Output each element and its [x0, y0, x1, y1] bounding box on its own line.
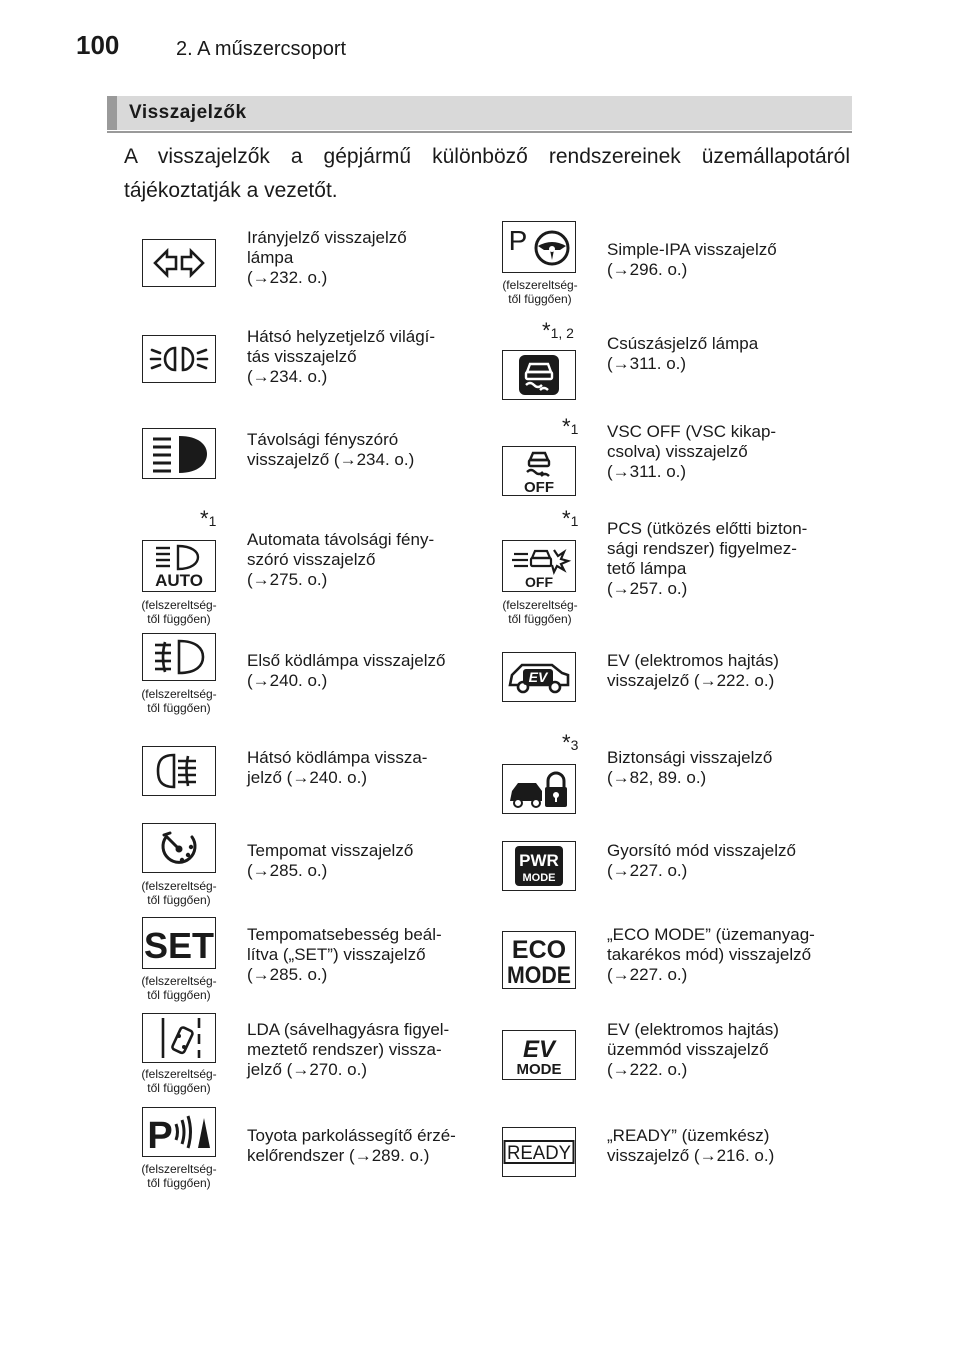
- svg-text:MODE: MODE: [507, 962, 571, 987]
- section-header: [107, 96, 852, 130]
- svg-text:AUTO: AUTO: [155, 571, 203, 589]
- svg-text:EV: EV: [522, 1036, 556, 1063]
- turn-signal-description: Irányjelző visszajelző lámpa (→232. o.): [247, 228, 407, 287]
- vsc-off-icon: [502, 446, 576, 496]
- slip-description: Csúszásjelző lámpa (→311. o.): [607, 334, 759, 373]
- rear-fog-icon: [142, 746, 216, 796]
- auto-high-beam-icon: [142, 540, 216, 592]
- set-text: SET: [144, 925, 214, 966]
- slip-icon: [502, 350, 576, 400]
- front-fog-icon: [142, 633, 216, 681]
- availability-caption: (felszereltség- től függően): [141, 687, 217, 715]
- eco-mode-description: „ECO MODE” (üzemanyag- takarékos mód) visszajelző (→227. o.): [607, 925, 815, 984]
- eco-mode-icon: [502, 931, 576, 989]
- svg-text:OFF: OFF: [524, 479, 554, 494]
- security-icon: [502, 764, 576, 814]
- cruise-control-icon: [142, 823, 216, 873]
- pwr-mode-description: Gyorsító mód visszajelző (→227. o.): [607, 841, 796, 880]
- svg-text:P: P: [147, 1115, 173, 1154]
- footnote-marker: *3: [562, 730, 579, 755]
- svg-text:PWR: PWR: [519, 851, 559, 870]
- high-beam-description: Távolsági fényszóró visszajelző (→234. o.): [247, 430, 415, 469]
- svg-text:ECO: ECO: [511, 936, 567, 964]
- svg-text:READY: READY: [507, 1143, 572, 1164]
- availability-caption: (felszereltség- től függően): [141, 1067, 217, 1095]
- chapter-title: 2. A műszercsoport: [176, 38, 347, 60]
- parking-sensor-icon: [142, 1107, 216, 1157]
- simple-ipa-description: Simple-IPA visszajelző (→296. o.): [607, 240, 777, 279]
- ready-description: „READY” (üzemkész) visszajelző (→216. o.): [607, 1126, 775, 1165]
- lda-description: LDA (sávelhagyásra figyel- meztető rendszer) vissza- jelző (→270. o.): [247, 1020, 450, 1079]
- availability-caption: (felszereltség- től függően): [141, 879, 217, 907]
- pwr-mode-icon: [502, 841, 576, 891]
- page-number: 100: [76, 30, 120, 60]
- set-description: Tempomatsebesség beál- lítva („SET”) visszajelző (→285. o.): [247, 925, 442, 984]
- security-description: Biztonsági visszajelző (→82, 89. o.): [607, 748, 773, 787]
- tail-light-icon: [142, 335, 216, 383]
- pcs-icon: [502, 540, 576, 592]
- footnote-marker: *1: [200, 506, 217, 531]
- intro-paragraph: A visszajelzők a gépjármű különböző rendszereinek üzemállapotáról tájékoztatják a vezetőt.: [124, 145, 850, 202]
- lda-icon: [142, 1013, 216, 1063]
- svg-text:MODE: MODE: [516, 1061, 562, 1077]
- availability-caption: (felszereltség- től függően): [141, 974, 217, 1002]
- footnote-marker: *1, 2: [542, 318, 574, 343]
- availability-caption: (felszereltség- től függően): [502, 598, 578, 626]
- high-beam-icon: [142, 428, 216, 479]
- ev-icon: [502, 652, 576, 702]
- availability-caption: (felszereltség- től függően): [502, 278, 578, 306]
- turn-signal-icon: [142, 239, 216, 287]
- rear-fog-description: Hátsó ködlámpa vissza- jelző (→240. o.): [247, 748, 428, 787]
- ev-description: EV (elektromos hajtás) visszajelző (→222. o.): [607, 651, 779, 690]
- svg-text:OFF: OFF: [525, 574, 553, 590]
- ev-mode-icon: [502, 1030, 576, 1080]
- parking-sensor-description: Toyota parkolássegítő érzé- kelőrendszer (→289. o.): [247, 1126, 456, 1165]
- front-fog-description: Első ködlámpa visszajelző (→240. o.): [247, 651, 446, 690]
- svg-text:MODE: MODE: [522, 872, 556, 884]
- ready-icon: [502, 1127, 576, 1177]
- vsc-off-description: VSC OFF (VSC kikap- csolva) visszajelző (→311. o.): [607, 422, 777, 481]
- availability-caption: (felszereltség- től függően): [141, 598, 217, 626]
- tail-light-description: Hátsó helyzetjelző világí- tás visszajelző (→234. o.): [247, 327, 436, 386]
- ev-mode-description: EV (elektromos hajtás) üzemmód visszajelző (→222. o.): [607, 1020, 779, 1079]
- pcs-description: PCS (ütközés előtti bizton- sági rendszer) figyelmez- tető lámpa (→257. o.): [607, 519, 808, 598]
- availability-caption: (felszereltség- től függően): [141, 1162, 217, 1190]
- svg-text:P: P: [508, 225, 528, 256]
- section-title: Visszajelzők: [129, 102, 247, 123]
- auto-high-beam-description: Automata távolsági fény- szóró visszajelző (→275. o.): [247, 530, 435, 589]
- footnote-marker: *1: [562, 414, 579, 439]
- footnote-marker: *1: [562, 506, 579, 531]
- simple-ipa-icon: [502, 221, 576, 273]
- section-divider: [107, 131, 852, 133]
- set-icon: [142, 917, 216, 969]
- cruise-control-description: Tempomat visszajelző (→285. o.): [247, 841, 414, 880]
- svg-text:EV: EV: [528, 669, 548, 685]
